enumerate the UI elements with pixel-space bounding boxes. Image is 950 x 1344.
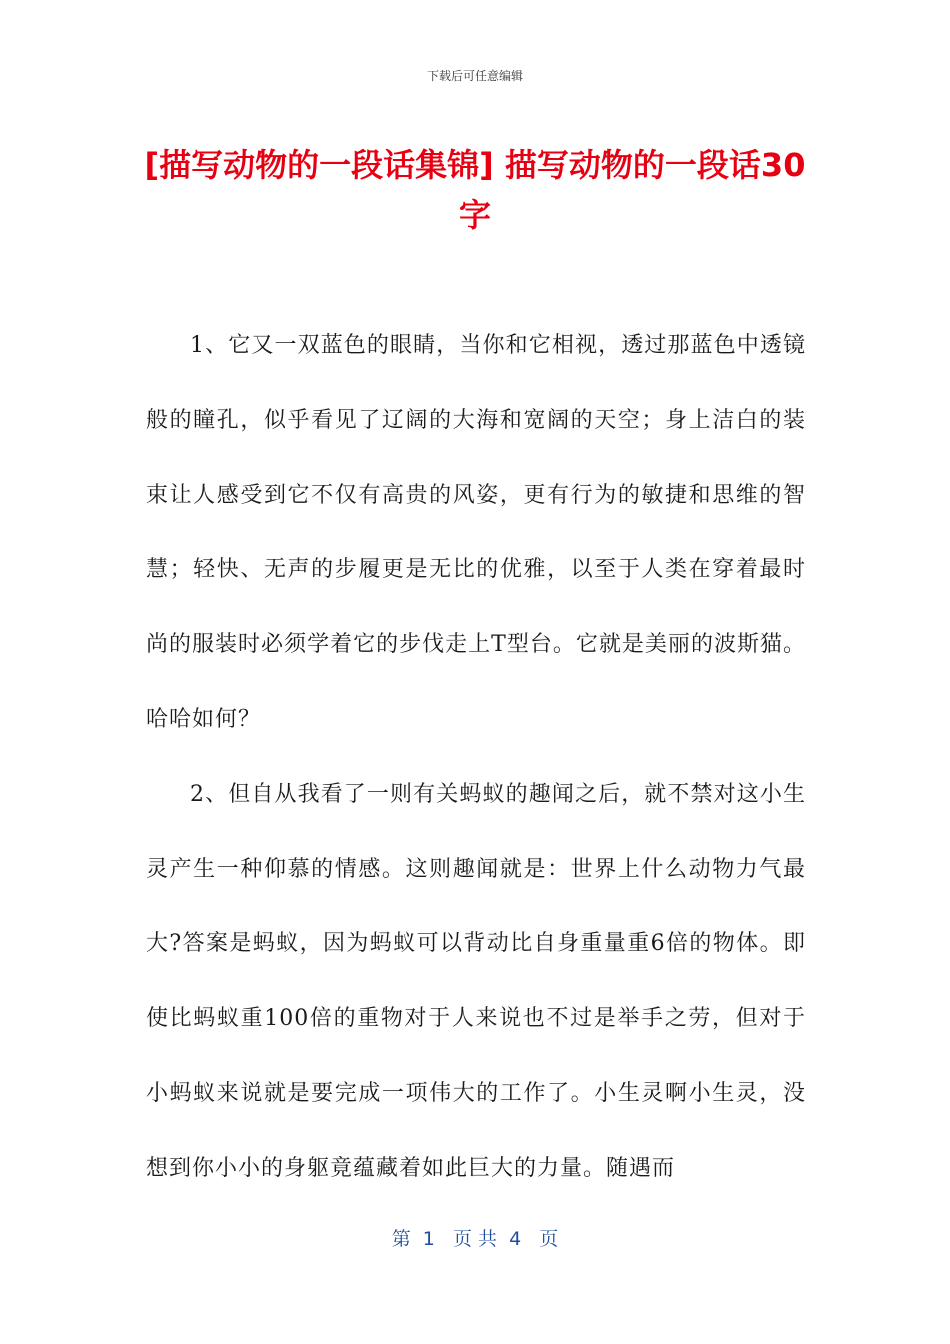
- paragraph: 2、但自从我看了一则有关蚂蚁的趣闻之后，就不禁对这小生灵产生一种仰慕的情感。这则趣闻就是：世界上什么动物力气最大?答案是蚂蚁，因为蚂蚁可以背动比自身重量重6倍的物体。即使比蚂蚁重100倍的重物对于人来说也不过是举手之劳，但对于小蚂蚁来说就是要完成一项伟大的工作了。小生灵啊小生灵，没想到你小小的身躯竟蕴藏着如此巨大的力量。随遇而: [146, 781, 806, 1181]
- page-number-footer: 第 1 页 共 4 页: [391, 1228, 559, 1250]
- document-body: [146, 309, 806, 1207]
- document-title: [描写动物的一段话集锦] 描写动物的一段话30字: [144, 146, 806, 234]
- paragraph: 1、它又一双蓝色的眼睛，当你和它相视，透过那蓝色中透镜般的瞳孔，似乎看见了辽阔的大海和宽阔的天空；身上洁白的装束让人感受到它不仅有高贵的风姿，更有行为的敏捷和思维的智慧；轻快、无声的步履更是无比的优雅，以至于人类在穿着最时尚的服装时必须学着它的步伐走上T型台。它就是美丽的波斯猫。哈哈如何？: [146, 333, 806, 732]
- header-note: 下载后可任意编辑: [426, 69, 523, 83]
